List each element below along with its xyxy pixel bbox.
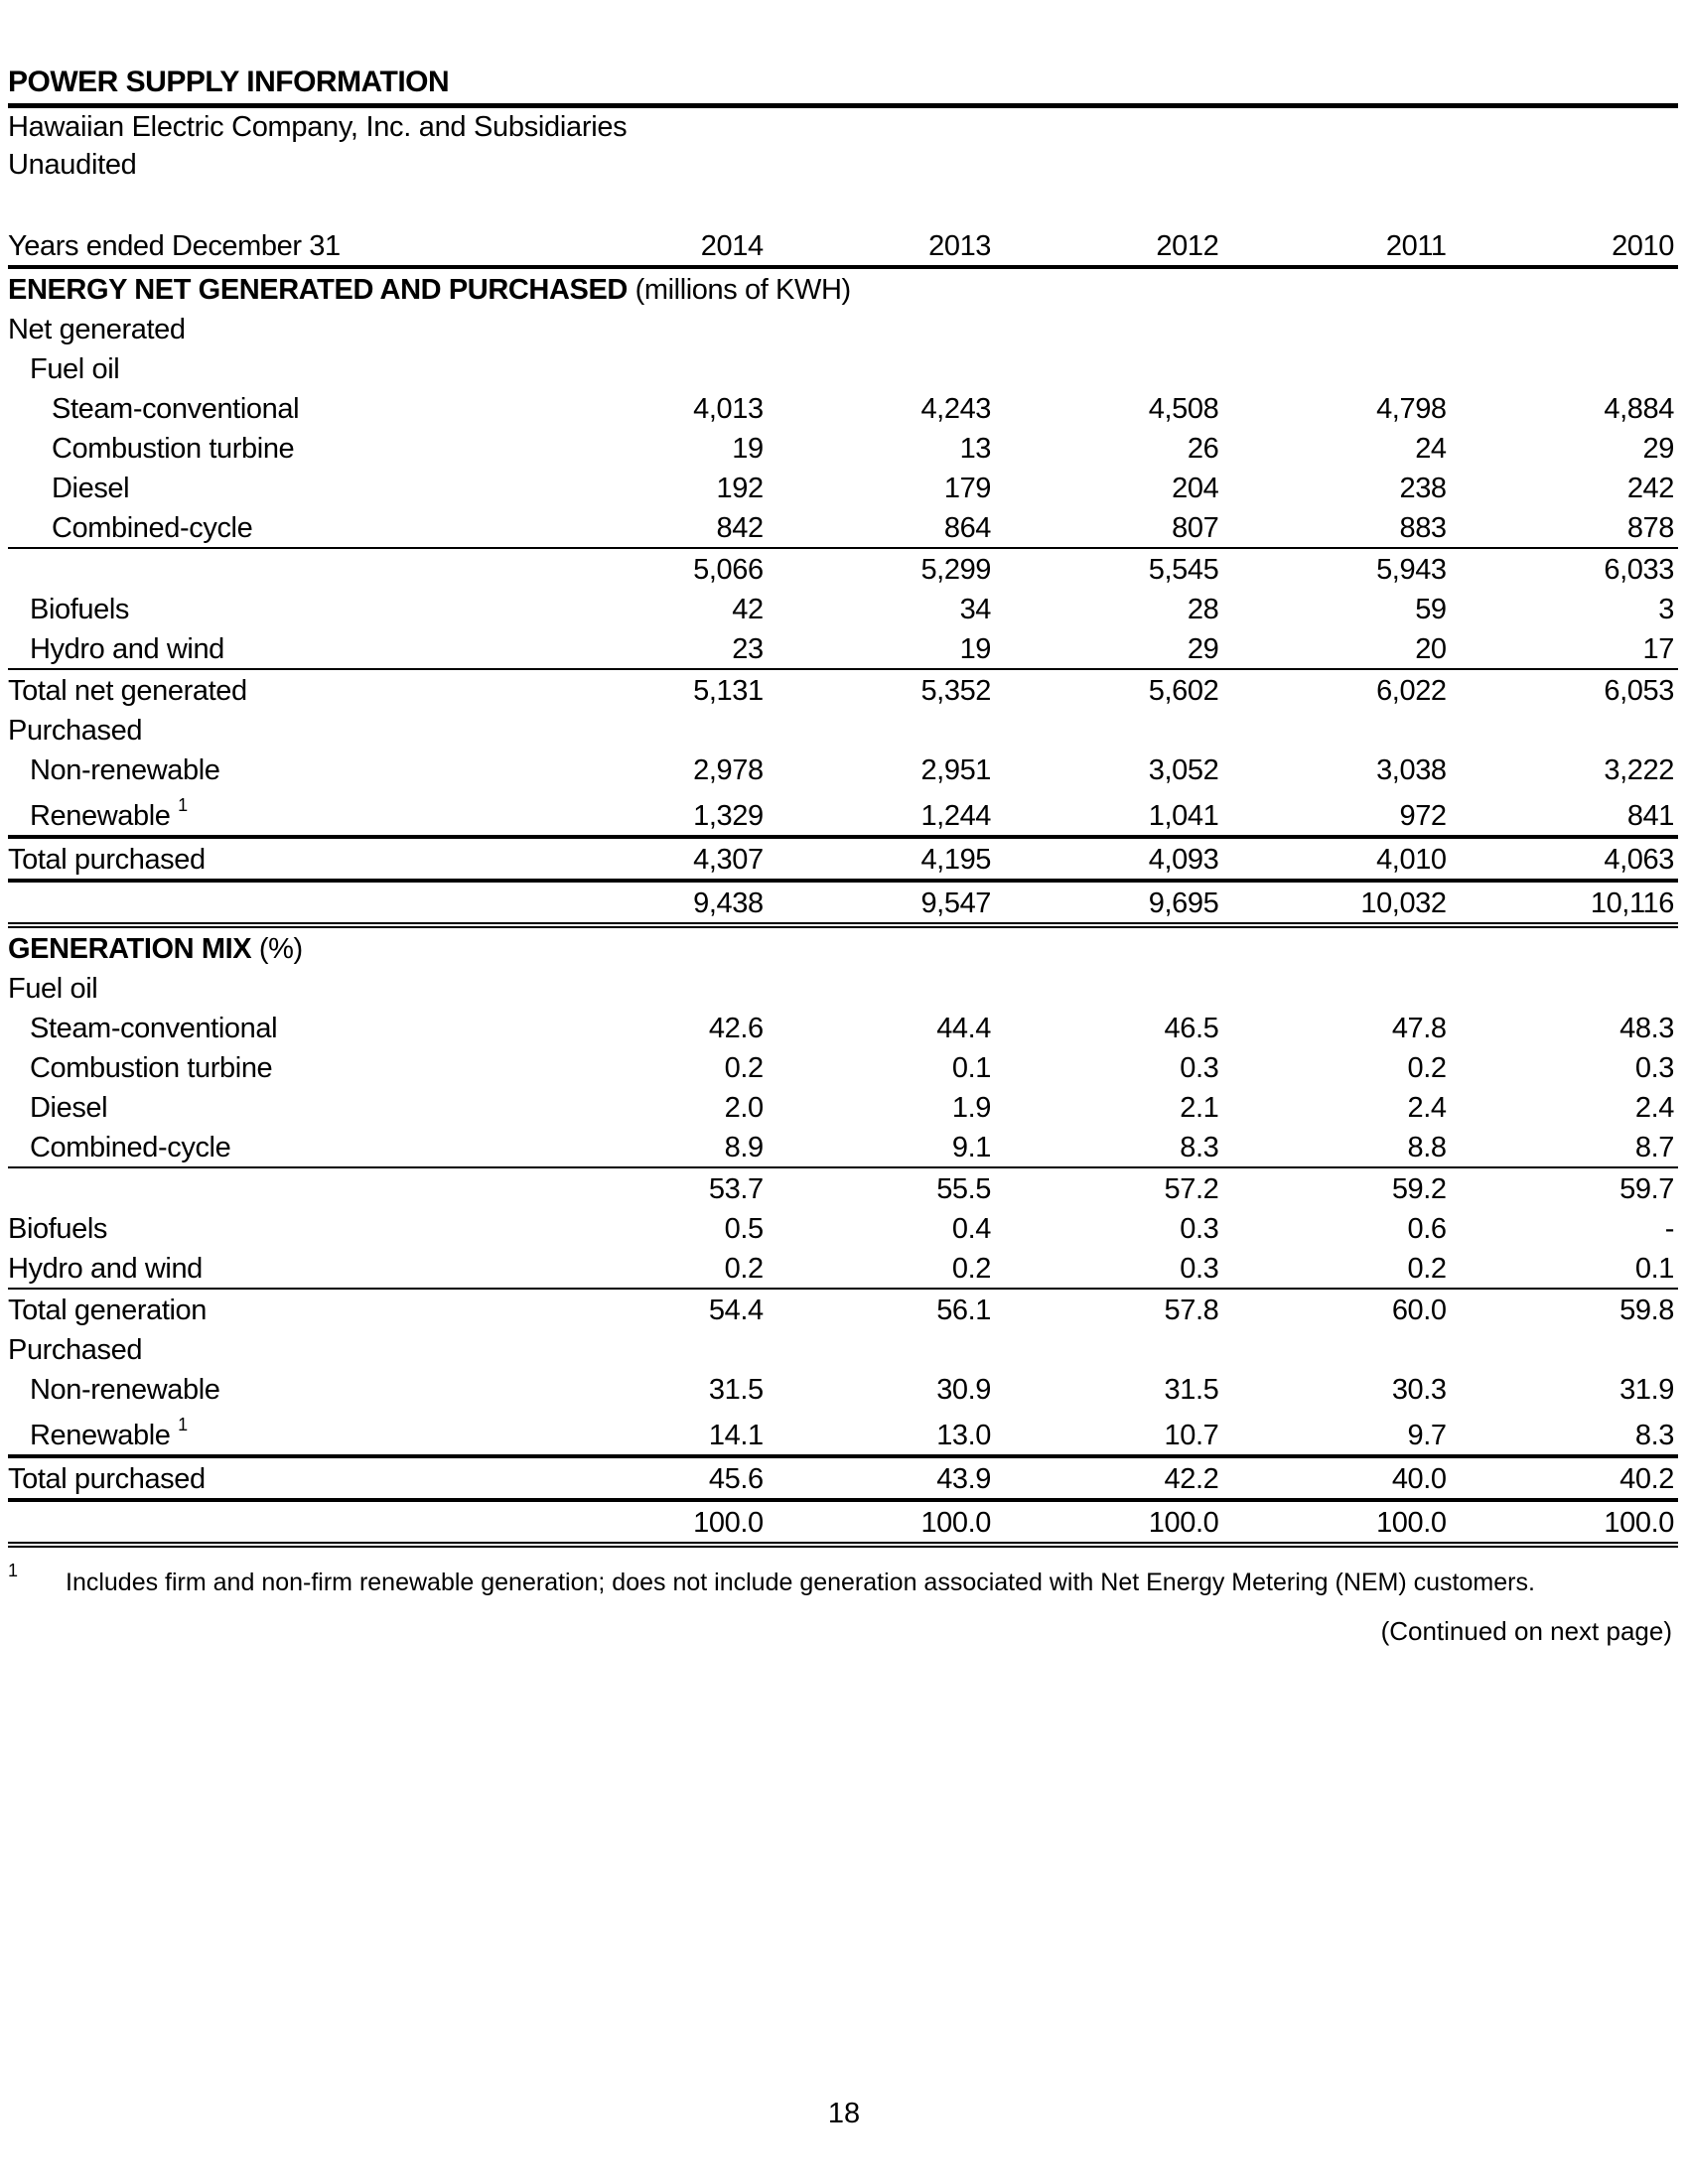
cell-value: 48.3 [1619, 1013, 1674, 1044]
row-label: Biofuels [30, 594, 129, 625]
table-row [8, 1127, 1678, 1167]
subtotal-row [8, 1167, 1678, 1208]
cell-value: 878 [1451, 507, 1678, 548]
cell-value: 53.7 [708, 1173, 764, 1205]
section-header-row [8, 925, 1678, 968]
table-row [8, 1008, 1678, 1047]
cell-value: 8.8 [1222, 1127, 1450, 1167]
row-label: Diesel [30, 1092, 108, 1124]
cell-value: 31.9 [1619, 1374, 1674, 1406]
row-label: Total purchased [8, 1456, 603, 1500]
cell-value: 100.0 [768, 1500, 995, 1545]
table-row [8, 388, 1678, 428]
cell-value: 34 [959, 594, 992, 625]
cell-value: 2.0 [724, 1092, 764, 1124]
cell-value: 4,798 [1376, 393, 1447, 425]
spacer [8, 184, 1678, 223]
table-row [8, 589, 1678, 628]
audit-status: Unaudited [8, 149, 137, 181]
row-label: Diesel [52, 473, 130, 504]
row-label: Combustion turbine [30, 1052, 273, 1084]
cell-value: 45.6 [603, 1456, 768, 1500]
subtotal-row [8, 548, 1678, 589]
cell-value: 100.0 [1451, 1500, 1678, 1545]
cell-value: 59.7 [1619, 1173, 1674, 1205]
cell-value: 2,978 [693, 754, 764, 786]
section-unit: (%) [258, 933, 303, 965]
cell-value: 19 [768, 628, 995, 669]
cell-value: 242 [1626, 473, 1674, 504]
table-row [8, 750, 1678, 789]
cell-value: 100.0 [603, 1500, 768, 1545]
table-row [8, 710, 1678, 750]
cell-value: 46.5 [1164, 1013, 1219, 1044]
cell-value: 4,195 [768, 837, 995, 881]
year-header: 2011 [1222, 223, 1450, 267]
table-row [8, 468, 1678, 507]
footnote-marker: 1 [8, 1561, 19, 1580]
section-unit: (millions of KWH) [634, 274, 851, 306]
row-label: Hydro and wind [8, 1248, 603, 1289]
cell-value: 1,041 [995, 789, 1222, 837]
cell-value: 19 [732, 433, 764, 465]
table-row [8, 428, 1678, 468]
cell-value: 0.3 [1180, 1052, 1219, 1084]
cell-value: 9,695 [995, 881, 1222, 925]
year-header: 2012 [995, 223, 1222, 267]
grand-total-row [8, 881, 1678, 925]
company-name: Hawaiian Electric Company, Inc. and Subsidiaries [8, 111, 628, 143]
table-row [8, 1369, 1678, 1409]
cell-value: 3,222 [1604, 754, 1674, 786]
cell-value: 3,038 [1376, 754, 1447, 786]
cell-value: 0.1 [951, 1052, 992, 1084]
cell-value: 2.1 [1180, 1092, 1219, 1124]
cell-value: - [1664, 1213, 1674, 1245]
cell-value: 0.2 [724, 1052, 764, 1084]
cell-value: 43.9 [768, 1456, 995, 1500]
cell-value: 4,884 [1604, 393, 1674, 425]
page-number: 18 [827, 2098, 861, 2129]
cell-value: 807 [995, 507, 1222, 548]
cell-value: 5,352 [920, 675, 992, 707]
cell-value: 6,053 [1604, 675, 1674, 707]
section-title: ENERGY NET GENERATED AND PURCHASED [8, 274, 628, 306]
cell-value: 24 [1415, 433, 1447, 465]
cell-value: 0.2 [1222, 1248, 1450, 1289]
cell-value: 4,243 [920, 393, 992, 425]
table-row [8, 789, 1678, 837]
cell-value: 40.2 [1451, 1456, 1678, 1500]
cell-value: 1,244 [768, 789, 995, 837]
year-header: 2013 [768, 223, 995, 267]
table-row [8, 1087, 1678, 1127]
cell-value: 29 [1642, 433, 1674, 465]
cell-value: 29 [995, 628, 1222, 669]
cell-value: 28 [1187, 594, 1219, 625]
cell-value: 9.1 [768, 1127, 995, 1167]
cell-value: 13 [959, 433, 992, 465]
table-row [8, 348, 1678, 388]
table-row [8, 1248, 1678, 1289]
cell-value: 5,602 [1148, 675, 1219, 707]
cell-value: 0.3 [995, 1248, 1222, 1289]
cell-value: 57.8 [1164, 1295, 1219, 1326]
cell-value: 9.7 [1222, 1409, 1450, 1456]
cell-value: 4,093 [995, 837, 1222, 881]
cell-value: 10,032 [1222, 881, 1450, 925]
cell-value: 31.5 [708, 1374, 764, 1406]
total-row [8, 837, 1678, 881]
cell-value: 9,547 [768, 881, 995, 925]
table-row [8, 1409, 1678, 1456]
cell-value: 4,508 [1148, 393, 1219, 425]
cell-value: 842 [603, 507, 768, 548]
cell-value: 59.2 [1391, 1173, 1447, 1205]
cell-value: 42.2 [995, 1456, 1222, 1500]
cell-value: 4,063 [1451, 837, 1678, 881]
cell-value: 8.3 [1451, 1409, 1678, 1456]
row-label: Purchased [8, 715, 143, 747]
row-label: Purchased [8, 1334, 143, 1366]
table-row [8, 628, 1678, 669]
cell-value: 8.9 [603, 1127, 768, 1167]
table-row [8, 1208, 1678, 1248]
power-supply-table [8, 223, 1678, 1548]
footnote-marker: 1 [178, 1415, 188, 1434]
cell-value: 44.4 [936, 1013, 992, 1044]
page [8, 62, 1678, 1548]
cell-value: 3,052 [1148, 754, 1219, 786]
cell-value: 5,131 [693, 675, 764, 707]
year-header: 2014 [603, 223, 768, 267]
cell-value: 0.2 [1407, 1052, 1447, 1084]
cell-value: 0.3 [1634, 1052, 1674, 1084]
cell-value: 42 [732, 594, 764, 625]
cell-value: 6,022 [1376, 675, 1447, 707]
cell-value: 26 [1187, 433, 1219, 465]
cell-value: 14.1 [603, 1409, 768, 1456]
row-label: Total generation [8, 1295, 207, 1326]
cell-value: 5,545 [1148, 554, 1219, 586]
cell-value: 6,033 [1604, 554, 1674, 586]
cell-value: 4,013 [693, 393, 764, 425]
section-header-row [8, 267, 1678, 309]
cell-value: 23 [603, 628, 768, 669]
row-label: Combined-cycle [8, 1127, 603, 1167]
row-label: Total purchased [8, 837, 603, 881]
cell-value: 5,943 [1376, 554, 1447, 586]
total-row [8, 1289, 1678, 1329]
cell-value: 9,438 [603, 881, 768, 925]
cell-value: 55.5 [936, 1173, 992, 1205]
cell-value: 972 [1222, 789, 1450, 837]
cell-value: 13.0 [768, 1409, 995, 1456]
grand-total-row [8, 1500, 1678, 1545]
year-header: 2010 [1451, 223, 1678, 267]
cell-value: 192 [716, 473, 764, 504]
cell-value: 0.3 [1180, 1213, 1219, 1245]
cell-value: 30.3 [1391, 1374, 1447, 1406]
total-row [8, 669, 1678, 710]
cell-value: 17 [1451, 628, 1678, 669]
cell-value: 4,307 [603, 837, 768, 881]
row-label: Renewable $^1$ [8, 789, 603, 837]
row-label: Renewable $^1$ [8, 1409, 603, 1456]
table-row [8, 1047, 1678, 1087]
cell-value: 5,066 [693, 554, 764, 586]
footnote-text: Includes firm and non-firm renewable generation; does not include generation associated with Net Energy Metering (NEM) customers. [66, 1569, 1535, 1596]
cell-value: 238 [1399, 473, 1447, 504]
cell-value: 20 [1222, 628, 1450, 669]
cell-value: 2.4 [1634, 1092, 1674, 1124]
cell-value: 47.8 [1391, 1013, 1447, 1044]
row-label: Non-renewable [30, 1374, 220, 1406]
cell-value: 10,116 [1451, 881, 1678, 925]
cell-value: 204 [1172, 473, 1219, 504]
cell-value: 60.0 [1391, 1295, 1447, 1326]
row-label: Non-renewable [30, 754, 220, 786]
cell-value: 100.0 [1222, 1500, 1450, 1545]
cell-value: 0.2 [603, 1248, 768, 1289]
cell-value: 59.8 [1619, 1295, 1674, 1326]
row-label: Net generated [8, 314, 186, 345]
row-label: Steam-conventional [52, 393, 300, 425]
cell-value: 59 [1415, 594, 1447, 625]
row-label: Hydro and wind [8, 628, 603, 669]
cell-value: 0.5 [724, 1213, 764, 1245]
cell-value: 8.3 [995, 1127, 1222, 1167]
cell-value: 0.2 [768, 1248, 995, 1289]
cell-value: 179 [943, 473, 992, 504]
row-label: Fuel oil [30, 353, 120, 385]
page-title: POWER SUPPLY INFORMATION [8, 66, 450, 98]
cell-value: 2.4 [1407, 1092, 1447, 1124]
cell-value: 10.7 [995, 1409, 1222, 1456]
cell-value: 56.1 [936, 1295, 992, 1326]
row-label: Total net generated [8, 675, 247, 707]
cell-value: 864 [768, 507, 995, 548]
cell-value: 3 [1658, 594, 1674, 625]
table-row [8, 968, 1678, 1008]
cell-value: 0.6 [1407, 1213, 1447, 1245]
cell-value: 100.0 [995, 1500, 1222, 1545]
cell-value: 5,299 [920, 554, 992, 586]
cell-value: 0.4 [951, 1213, 992, 1245]
footnote-marker: 1 [178, 795, 188, 815]
cell-value: 31.5 [1164, 1374, 1219, 1406]
cell-value: 30.9 [936, 1374, 992, 1406]
row-label: Fuel oil [8, 973, 98, 1005]
cell-value: 40.0 [1222, 1456, 1450, 1500]
total-row [8, 1456, 1678, 1500]
section-title: GENERATION MIX [8, 933, 252, 965]
cell-value: 8.7 [1451, 1127, 1678, 1167]
row-label: Combustion turbine [52, 433, 295, 465]
row-label: Biofuels [8, 1213, 107, 1245]
cell-value: 1.9 [951, 1092, 992, 1124]
table-row [8, 1329, 1678, 1369]
cell-value: 2,951 [920, 754, 992, 786]
row-label: Combined-cycle [8, 507, 603, 548]
cell-value: 54.4 [708, 1295, 764, 1326]
row-label: Steam-conventional [30, 1013, 278, 1044]
table-row [8, 309, 1678, 348]
cell-value: 42.6 [708, 1013, 764, 1044]
table-row [8, 507, 1678, 548]
period-label: Years ended December 31 [8, 223, 603, 267]
cell-value: 1,329 [603, 789, 768, 837]
cell-value: 0.1 [1451, 1248, 1678, 1289]
cell-value: 57.2 [1164, 1173, 1219, 1205]
continued-note: (Continued on next page) [1380, 1616, 1672, 1646]
year-header-row [8, 223, 1678, 267]
cell-value: 841 [1451, 789, 1678, 837]
cell-value: 883 [1222, 507, 1450, 548]
cell-value: 4,010 [1222, 837, 1450, 881]
